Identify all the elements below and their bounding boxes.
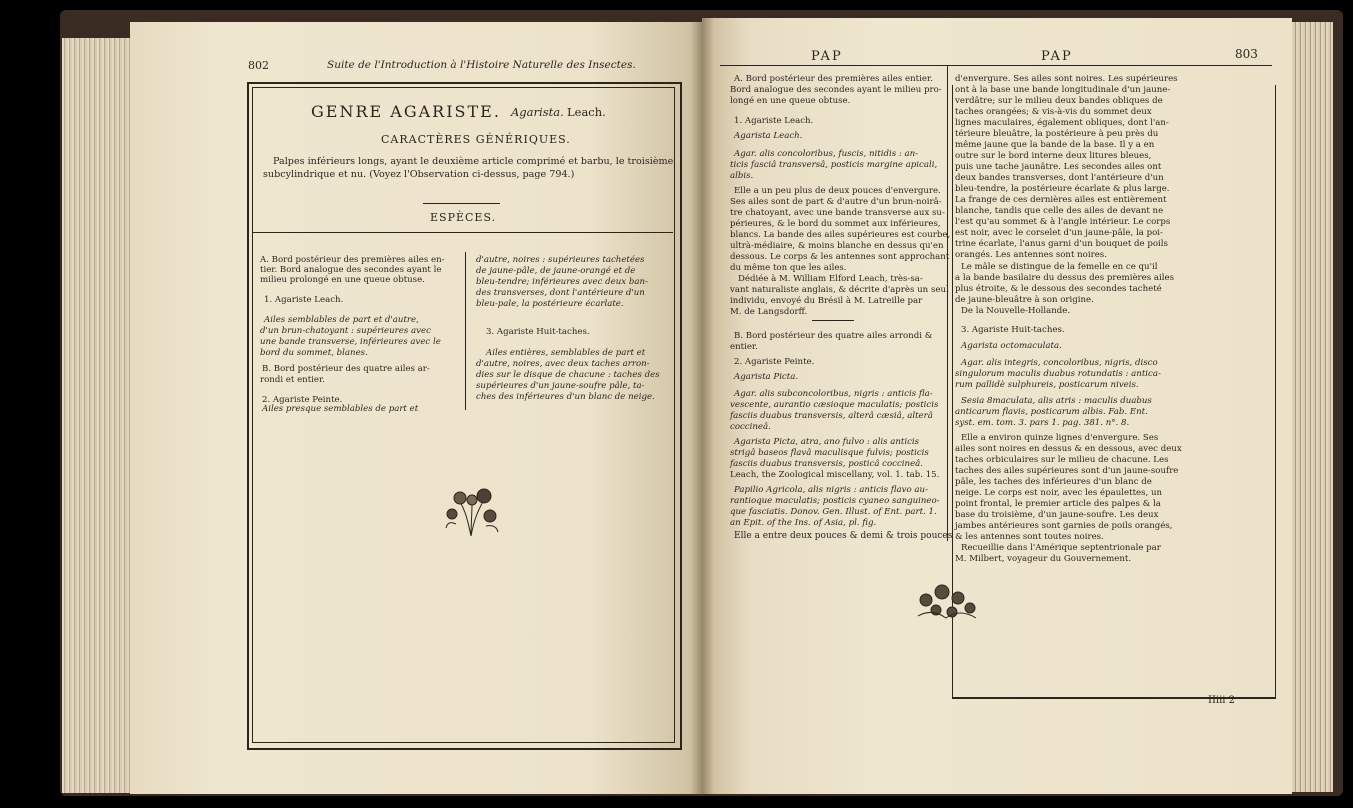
text-line: B. Bord postérieur des quatre ailes arrondi & [734,331,933,341]
text-line: entier. [730,342,758,352]
especes-rule [253,232,673,233]
text-line: base du troisième, d'un jaune-soufre. Les deux [955,510,1159,520]
text-line: orangés. Les antennes sont noires. [955,250,1107,260]
text-line: A. Bord postérieur des premières ailes en- [260,255,445,265]
flower-vignette-right [912,578,982,624]
text-line: Sesia 8maculata, alis atris : maculis duabus [961,396,1152,406]
text-line: vescente, aurantio cæsioque maculatis; posticis [730,400,939,410]
text-line: strigâ baseos flavâ maculisque fulvis; posticis [730,448,929,458]
text-line: taches orbiculaires sur le milieu de chacune. Les [955,455,1169,465]
text-line: blanche, tandis que celle des ailes de devant ne [955,206,1164,216]
text-line: fasciis duabus transversis, posticâ coccineâ. [730,459,924,469]
especes-heading: ESPÈCES. [430,211,497,224]
text-line: B. Bord postérieur des quatre ailes ar- [262,364,430,374]
text-line: Agar. alis integris, concoloribus, nigris, disco [961,358,1158,368]
text-line: tre chatoyant, avec une bande transverse aux su- [730,208,945,218]
text-line: ultrà-médiaire, & moins blanche en dessus qu'en [730,241,944,251]
text-line: Elle a entre deux pouces & demi & trois pouces [734,531,953,541]
text-line: rondi et entier. [260,375,325,385]
text-line: verdâtre; sur le milieu deux bandes obliques de [955,96,1163,106]
text-line: est noir, avec le corselet d'un jaune-pâle, la poi- [955,228,1163,238]
text-line: Agarista Picta, atra, ano fulvo : alis anticis [734,437,920,447]
text-line: Agarista Leach. [734,131,803,141]
text-line: même jaune que la bande de la base. Il y a en [955,140,1155,150]
text-line: outre sur le bord interne deux litures bleues, [955,151,1152,161]
text-line: dessous. Le corps & les antennes sont approchant [730,252,950,262]
text-line: Elle a un peu plus de deux pouces d'envergure. [734,186,941,196]
text-line: jambes antérieures sont garnies de poils orangés, [955,521,1173,531]
right-column-divider [947,66,948,541]
text-line: taches orangées; & vis-à-vis du sommet deux [955,107,1152,117]
species-name: 2. Agariste Peinte. [262,395,343,405]
text-line: Bord analogue des secondes ayant le milieu pro- [730,85,942,95]
text-line: des transverses, dont l'antérieure d'un [476,288,645,298]
column-divider [465,252,466,410]
text-line: syst. em. tom. 3. pars 1. pag. 381. n°. 8. [955,418,1130,428]
text-line: vant naturaliste anglais, & décrite d'après un seul [730,285,949,295]
species-name: 1. Agariste Leach. [734,116,814,126]
text-line: trine écarlate, l'anus garni d'un bouquet de poils [955,239,1168,249]
text-line: bleu-tendre, la postérieure écarlate & plus large. [955,184,1170,194]
gutter-shadow [690,18,714,794]
text-line: l'est qu'au sommet & à l'angle intérieur. Le corps [955,217,1171,227]
right-head-right: PAP [1041,49,1073,64]
text-line: taches des ailes supérieures sont d'un jaune-soufre [955,466,1179,476]
text-line: Leach, the Zoological miscellany, vol. 1. tab. 15. [730,470,940,480]
right-head-left: PAP [811,49,843,64]
species-name: 2. Agariste Peinte. [734,357,815,367]
text-line: deux bandes transverses, dont l'antérieure d'un [955,173,1164,183]
genre-title: GENRE AGARISTE. [311,102,501,121]
text-line: ailes sont noires en dessus & en dessous, avec deux [955,444,1182,454]
text-line: pâle, les taches des inférieures d'un blanc de [955,477,1152,487]
text-line: Papilio Agricola, alis nigris : anticis flavo au- [734,485,928,495]
text-line: individu, envoyé du Brésil à M. Latreille par [730,296,923,306]
species-name: 1. Agariste Leach. [264,295,344,305]
text-line: bord du sommet, blanes. [260,348,368,358]
text-line: M. de Langsdorff. [730,307,808,317]
species-name: 3. Agariste Huit-taches. [486,327,590,337]
text-line: a la bande basilaire du dessus des premières ailes [955,273,1174,283]
text-line: La frange de ces dernières ailes est entièrement [955,195,1167,205]
header-rule [720,65,1272,66]
text-line: puis une tache jaunâtre. Les secondes ailes ont [955,162,1162,172]
text-line: d'envergure. Ses ailes sont noires. Les supérieures [955,74,1178,84]
text-line: neige. Le corps est noir, avec les épaulettes, un [955,488,1163,498]
text-line: périeures, & le bord du sommet aux inférieures, [730,219,941,229]
text-line: De la Nouvelle-Hollande. [961,306,1071,316]
text-line: & les antennes sont toutes noires. [955,532,1104,542]
text-line: ont à la base une bande longitudinale d'un jaune- [955,85,1171,95]
text-line: ches des inférieures d'un blanc de neige. [476,392,655,402]
text-line: blancs. La bande des ailes supérieures est courbe, [730,230,951,240]
species-name: 3. Agariste Huit-taches. [961,325,1065,335]
flower-vignette-left [438,474,504,540]
text-line: singulorum maculis duabus rotundatis : antica- [955,369,1161,379]
text-line: une bande transverse, inférieures avec le [260,337,441,347]
text-line: rantioque maculatis; posticis cyaneo sanguineo- [730,496,940,506]
section-rule [812,320,854,321]
text-line: M. Milbert, voyageur du Gouvernement. [955,554,1132,564]
text-line: Ailes entières, semblables de part et [486,348,646,358]
caracteres-line-1: Palpes inférieurs longs, ayant le deuxième article comprimé et barbu, le troisième [273,156,674,167]
text-line: Ailes semblables de part et d'autre, [264,315,419,325]
text-line: Dédiée à M. William Elford Leach, très-sa- [738,274,923,284]
text-line: Elle a environ quinze lignes d'envergure. Ses [961,433,1159,443]
text-line: point frontal, le premier article des palpes & la [955,499,1161,509]
text-line: albis. [730,171,754,181]
right-page-number: 803 [1235,47,1258,61]
text-line: A. Bord postérieur des premières ailes entier. [734,74,933,84]
text-line: térieure bleuâtre, la postérieure à peu près du [955,129,1159,139]
text-line: d'autre, noires : supérieures tachetées [476,255,645,265]
text-line: de jaune-bleuâtre à son origine. [955,295,1094,305]
left-page-number: 802 [248,59,269,72]
caracteres-heading: CARACTÈRES GÉNÉRIQUES. [381,133,571,146]
text-line: an Epit. of the Ins. of Asia, pl. fig. [730,518,877,528]
text-line: anticarum flavis, posticarum albis. Fab. Ent. [955,407,1148,417]
text-line: rum pallidè sulphureis, posticarum niveis. [955,380,1139,390]
genre-latin: Agarista. [511,105,564,119]
text-line: Agarista Picta. [734,372,799,382]
text-line: bleu-tendre; inférieures avec deux ban- [476,277,648,287]
text-line: d'autre, noires, avec deux taches arron- [476,359,650,369]
text-line: ticis fasciâ transversâ, posticis margine apicali, [730,160,938,170]
text-line: Agarista octomaculata. [961,341,1062,351]
caracteres-line-2: subcylindrique et nu. (Voyez l'Observation ci-dessus, page 794.) [263,169,575,180]
text-line: Ses ailes sont de part & d'autre d'un brun-noirâ- [730,197,942,207]
text-line: Recueillie dans l'Amérique septentrionale par [961,543,1161,553]
text-line: Ailes presque semblables de part et [262,404,419,414]
text-line: coccineâ. [730,422,771,432]
text-line: que fasciatis. Donov. Gen. Illust. of Ent. part. 1. [730,507,937,517]
section-rule [423,203,500,204]
text-line: fasciis duabus transversis, alterâ cæsiâ, alterâ [730,411,933,421]
genre-author: Leach. [567,105,606,119]
text-line: Agar. alis concoloribus, fuscis, nitidis : an- [734,149,919,159]
text-line: plus étroite, & le dessous des secondes tacheté [955,284,1162,294]
text-line: dies sur le disque de chacune : taches des [476,370,660,380]
genre-box-inner [252,87,675,743]
text-line: Agar. alis subconcoloribus, nigris : anticis fla- [734,389,933,399]
text-line: Le mâle se distingue de la femelle en ce qu'il [961,262,1158,272]
text-line: milieu prolongé en une queue obtuse. [260,275,425,285]
left-running-head: Suite de l'Introduction à l'Histoire Naturelle des Insectes. [327,59,636,71]
text-line: bleu-pale, la postérieure écarlate. [476,299,624,309]
text-line: supérieures d'un jaune-soufre pâle, ta- [476,381,645,391]
text-line: d'un brun-chatoyant : supérieures avec [260,326,431,336]
text-line: longé en une queue obtuse. [730,96,851,106]
page-signature: IIiii 2 [1208,695,1236,706]
text-line: de jaune-pâle, de jaune-orangé et de [476,266,636,276]
text-line: tier. Bord analogue des secondes ayant le [260,265,442,275]
text-line: lignes maculaires, également obliques, dont l'an- [955,118,1169,128]
text-line: du même ton que les ailes. [730,263,847,273]
